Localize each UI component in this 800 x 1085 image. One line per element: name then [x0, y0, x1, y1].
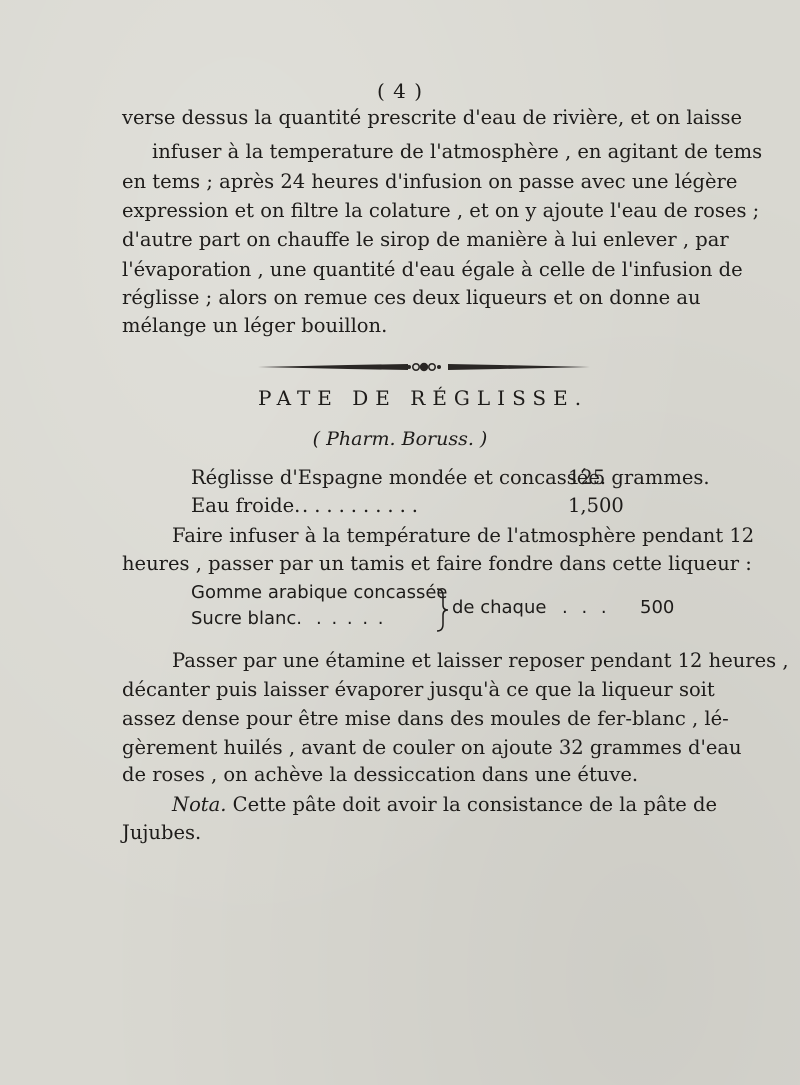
brace-quantity: 500: [640, 597, 675, 618]
ingredient-quantity: 1,500: [568, 494, 624, 517]
subtitle-close: ): [473, 428, 488, 450]
page-number: ( 4 ): [376, 79, 424, 103]
text-line: Jujubes.: [122, 821, 202, 844]
text-line: en tems ; après 24 heures d'infusion on passe avec une légère: [122, 170, 738, 193]
text-line: Faire infuser à la température de l'atmosphère pendant 12: [172, 524, 755, 547]
brace-item: Gomme arabique concassée: [191, 582, 448, 603]
ingredient-name: Réglisse d'Espagne mondée et concassée.: [191, 466, 607, 489]
text-line: Passer par une étamine et laisser reposer pendant 12 heures ,: [172, 649, 789, 672]
brace-label-dots: . . .: [562, 597, 611, 618]
text-line: mélange un léger bouillon.: [122, 314, 388, 337]
ingredient-dots: ..........: [302, 494, 424, 517]
ingredient-name: Eau froide.: [191, 494, 301, 517]
recipe-title: PATE DE RÉGLISSE.: [258, 386, 589, 410]
nota-line: [172, 792, 717, 818]
curly-brace: [435, 588, 449, 632]
brace-label: de chaque: [452, 597, 547, 618]
text-line: heures , passer par un tamis et faire fondre dans cette liqueur :: [122, 552, 752, 575]
text-line: infuser à la temperature de l'atmosphère , en agitant de tems: [152, 140, 763, 163]
text-line: expression et on filtre la colature , et on y ajoute l'eau de roses ;: [122, 199, 760, 222]
text-line: de roses , on achève la dessiccation dans une étuve.: [122, 763, 639, 786]
brace-item-dots: . . . . .: [316, 608, 386, 629]
nota-text: Cette pâte doit avoir la consistance de la pâte de: [226, 793, 718, 816]
text-line: verse dessus la quantité prescrite d'eau de rivière, et on laisse: [122, 106, 743, 129]
subtitle-open: (: [312, 428, 327, 450]
text-line: d'autre part on chauffe le sirop de manière à lui enlever , par: [122, 228, 729, 251]
text-line: l'évaporation , une quantité d'eau égale à celle de l'infusion de: [122, 258, 743, 281]
text-line: décanter puis laisser évaporer jusqu'à ce que la liqueur soit: [122, 678, 715, 701]
text-line: assez dense pour être mise dans des moules de fer-blanc , lé-: [122, 707, 729, 730]
text-line: réglisse ; alors on remue ces deux liqueurs et on donne au: [122, 286, 701, 309]
text-line: gèrement huilés , avant de couler on ajoute 32 grammes d'eau: [122, 736, 742, 759]
ingredient-quantity: 125 grammes.: [568, 466, 710, 489]
recipe-source: [0, 428, 800, 450]
ornament-divider: [258, 360, 590, 374]
nota-label: Nota.: [172, 793, 227, 816]
brace-item: Sucre blanc.: [191, 608, 303, 629]
subtitle-text: Pharm. Boruss.: [326, 428, 474, 450]
